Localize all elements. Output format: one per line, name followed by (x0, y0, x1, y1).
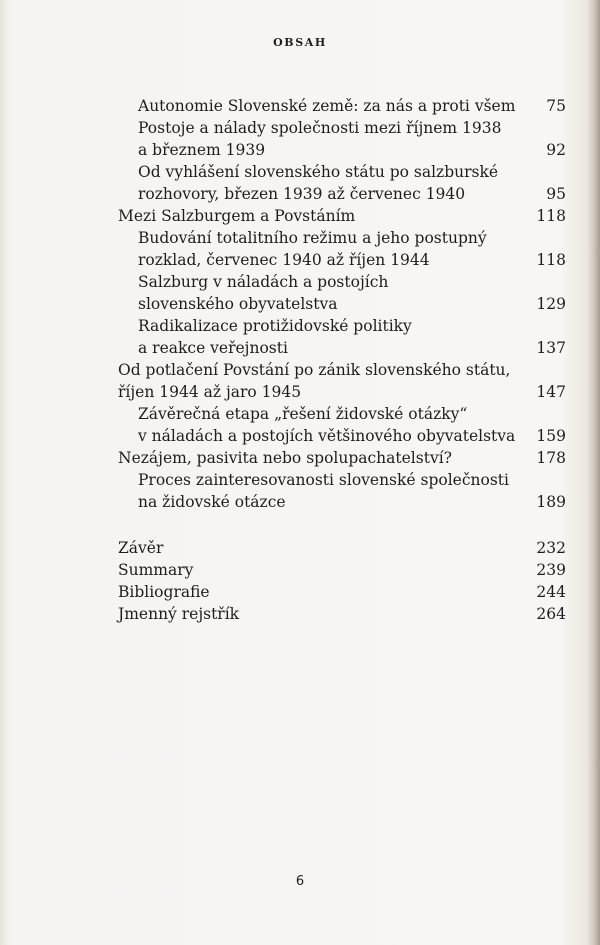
page-edge-shadow (586, 0, 600, 945)
toc-entry-page-number: 118 (536, 251, 566, 269)
toc-entry-page-number: 159 (536, 427, 566, 445)
toc-entry-title-line: Mezi Salzburgem a Povstáním (118, 207, 356, 225)
toc-entry-page-number: 92 (546, 141, 566, 159)
toc-entry-title-line: Budování totalitního režimu a jeho postupný (138, 229, 487, 247)
toc-entry-title-line: slovenského obyvatelstva (138, 295, 338, 313)
toc-entry-page-number: 147 (536, 383, 566, 401)
toc-entry-title-line: Od potlačení Povstání po zánik slovenského státu, (118, 361, 511, 379)
page-number: 6 (295, 874, 305, 889)
toc-entry-title-line: Summary (118, 561, 194, 579)
toc-entry-page-number: 178 (536, 449, 566, 467)
toc-entry-page-number: 137 (536, 339, 566, 357)
toc-entry-title-line: Závěrečná etapa „řešení židovské otázky“ (138, 405, 468, 423)
toc-entry-title-line: na židovské otázce (138, 493, 286, 511)
toc-entry-title-line: říjen 1944 až jaro 1945 (118, 383, 302, 401)
toc-entry-title-line: v náladách a postojích většinového obyvatelstva (138, 427, 516, 445)
toc-entry-title-line: Salzburg v náladách a postojích (138, 273, 389, 291)
toc-entry-title-line: Autonomie Slovenské země: za nás a proti všem (138, 97, 516, 115)
toc-entry-title-line: Závěr (118, 539, 164, 557)
toc-entry-page-number: 75 (546, 97, 566, 115)
toc-entry-title-line: a reakce veřejnosti (138, 339, 288, 357)
toc-entry-title-line: Jmenný rejstřík (118, 605, 240, 623)
toc-entry-page-number: 189 (536, 493, 566, 511)
toc-entry-title-line: Bibliografie (118, 583, 210, 601)
page-header-title: OBSAH (273, 36, 327, 49)
toc-entry-page-number: 129 (536, 295, 566, 313)
toc-entry-title-line: a březnem 1939 (138, 141, 266, 159)
toc-entry-page-number: 264 (536, 605, 566, 623)
toc-entry-title-line: Postoje a nálady společnosti mezi říjnem 1938 (138, 119, 502, 137)
toc-entry-page-number: 118 (536, 207, 566, 225)
toc-entry-page-number: 244 (536, 583, 566, 601)
toc-entry-page-number: 239 (536, 561, 566, 579)
toc-entry-page-number: 232 (536, 539, 566, 557)
toc-entry-title-line: Od vyhlášení slovenského státu po salzburské (138, 163, 499, 181)
toc-entry-title-line: Proces zainteresovanosti slovenské společnosti (138, 471, 509, 489)
toc-entry-title-line: rozhovory, březen 1939 až červenec 1940 (138, 185, 466, 203)
toc-entry-title-line: Nezájem, pasivita nebo spolupachatelství? (118, 449, 452, 467)
toc-entry-page-number: 95 (546, 185, 566, 203)
toc-entry-title-line: Radikalizace protižidovské politiky (138, 317, 412, 335)
toc-entry-title-line: rozklad, červenec 1940 až říjen 1944 (138, 251, 430, 269)
